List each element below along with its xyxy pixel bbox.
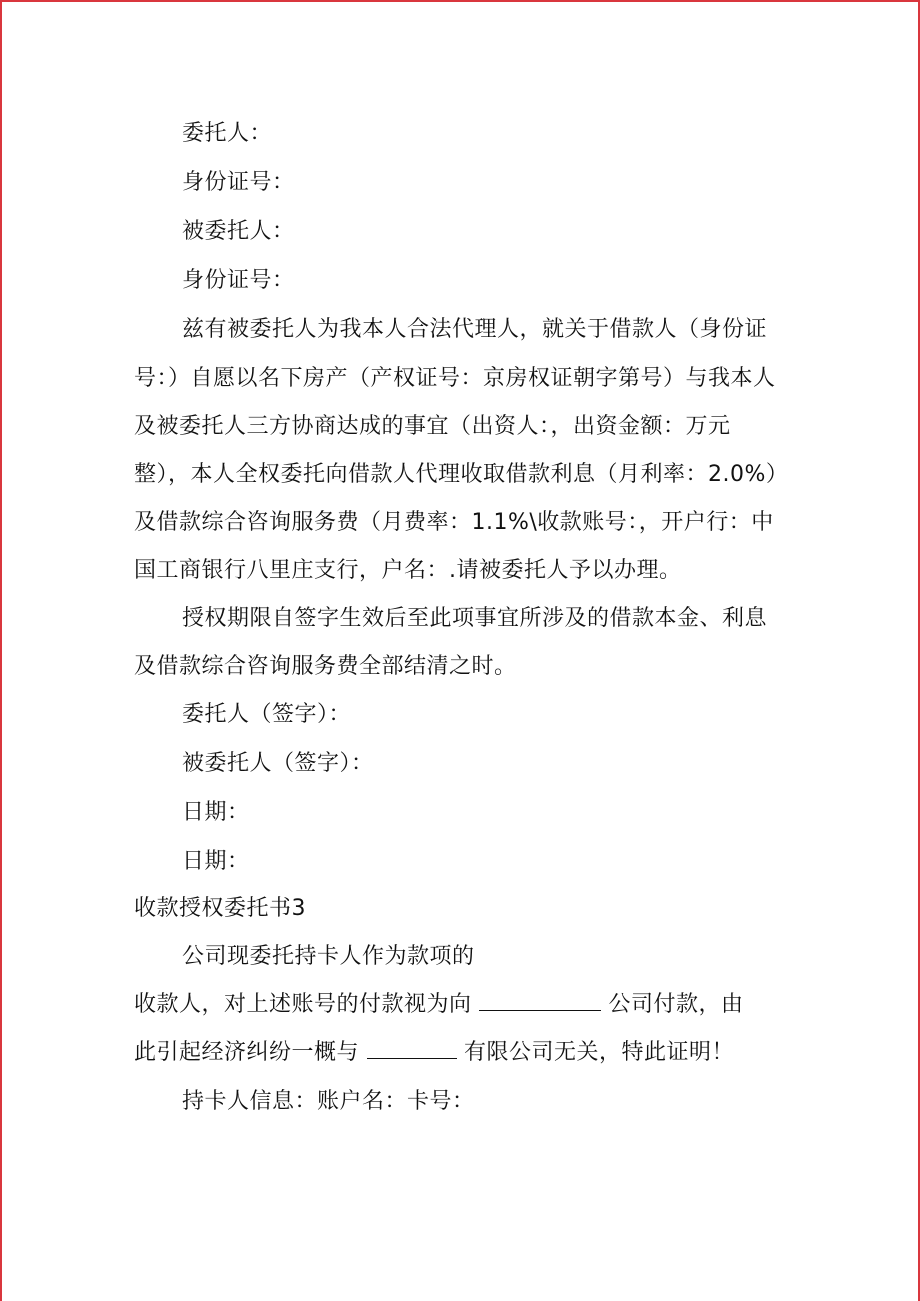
agent-label: 被委托人：: [182, 219, 295, 244]
agent-id-label: 身份证号：: [182, 268, 295, 293]
para1-line5: 及借款综合咨询服务费（月费率：1.1%\收款账号：，开户行：中: [134, 510, 774, 535]
para1-line1: 兹有被委托人为我本人合法代理人，就关于借款人（身份证: [182, 317, 768, 342]
principal-signature-label: 委托人（签字）：: [182, 702, 352, 727]
principal-id-label: 身份证号：: [182, 170, 295, 195]
date-label-2: 日期：: [182, 849, 250, 874]
date-label-1: 日期：: [182, 800, 250, 825]
section-line1: 公司现委托持卡人作为款项的: [182, 944, 475, 969]
para1-line6: 国工商银行八里庄支行，户名：.请被委托人予以办理。: [134, 558, 682, 583]
section-line2: [134, 991, 744, 1019]
section-line2-end: 公司付款，由: [608, 992, 744, 1017]
principal-label: 委托人：: [182, 121, 273, 146]
para1-line2: 号：）自愿以名下房产（产权证号：京房权证朝字第号）与我本人: [134, 366, 776, 391]
section-line3-end: 有限公司无关，特此证明！: [464, 1040, 735, 1065]
section-line2-start: 收款人，对上述账号的付款视为向: [134, 992, 472, 1017]
para1-line4: 整），本人全权委托向借款人代理收取借款利息（月利率：2.0%）: [134, 462, 789, 487]
section-title: 收款授权委托书3: [134, 896, 306, 921]
company-blank-field[interactable]: [479, 992, 601, 1011]
section-line3: [134, 1039, 734, 1067]
para1-line3: 及被委托人三方协商达成的事宜（出资人：，出资金额：万元: [134, 414, 731, 439]
agent-signature-label: 被委托人（签字）：: [182, 751, 374, 776]
company-name-blank-field[interactable]: [367, 1040, 457, 1059]
section-line3-start: 此引起经济纠纷一概与: [134, 1040, 360, 1065]
para2-line2: 及借款综合咨询服务费全部结清之时。: [134, 654, 517, 679]
para2-line1: 授权期限自签字生效后至此项事宜所涉及的借款本金、利息: [182, 606, 768, 631]
cardholder-info-line: 持卡人信息：账户名：卡号：: [182, 1089, 475, 1114]
